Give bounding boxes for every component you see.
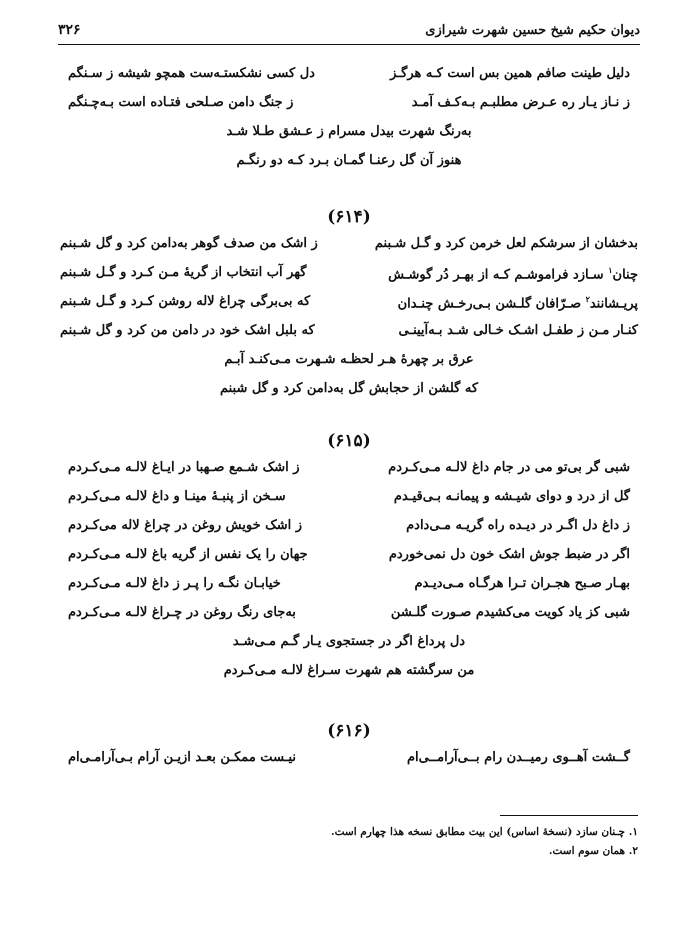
first-hemistich: دلیل طینت صافم همین بس است کـه هرگـز: [390, 66, 630, 81]
intro-section: [60, 62, 638, 178]
footnote: ۲. همان سوم است.: [548, 845, 638, 857]
couplet: [60, 319, 638, 348]
couplet: [60, 601, 638, 630]
footnote-mark: ۲: [585, 294, 590, 304]
couplet: [60, 456, 638, 485]
ghazal-616: [60, 716, 638, 775]
first-hemistich: شبی گر بی‌تو می در جام داغ لالـه مـی‌کـردم: [388, 460, 630, 475]
first-hemistich: کنـار مـن ز طفـل اشـک خـالی شـد بـه‌آیینـی: [398, 323, 638, 338]
first-hemistich: اگر در ضبط جوش اشک خون دل نمی‌خوردم: [388, 547, 630, 562]
second-hemistich: ز جنگ دامن صـلحی فتـاده است بـه‌چـنگم: [68, 95, 294, 110]
footnote: ۱. چـنان سازد (نسخهٔ اساس) این بیت مطابق نسخه هذا چهارم است.: [330, 826, 638, 838]
first-hemistich: ز داغ دل اگـر در دیـده راه گریـه مـی‌دادم: [406, 518, 630, 533]
first-hemistich: بهـار صـبح هجـران تـرا هرگـاه مـی‌دیـدم: [414, 576, 630, 591]
second-hemistich: خیابـان نگـه را پـر ز داغ لالـه مـی‌کـردم: [68, 576, 281, 591]
closing-line: من سرگشته هم شهرت سـراغ لالـه مـی‌کـردم: [223, 663, 475, 678]
closing-line: هنوز آن گل رعنـا گمـان بـرد کـه دو رنگـم: [236, 153, 462, 168]
first-hemistich: شبی کز یاد کویت می‌کشیدم صـورت گلـشن: [390, 605, 630, 620]
first-hemistich: پریـشانند$^۲$ صـرّافان گلـشن بـی‌رخـش چنـدان: [397, 294, 638, 312]
first-hemistich: گــشت آهــوی رمیــدن رام بــی‌آرامــی‌ام: [407, 750, 630, 765]
second-hemistich: سـخن از پنبـهٔ مینـا و داغ لالـه مـی‌کـردم: [68, 489, 286, 504]
second-hemistich: ز اشک خویش روغن در چراغ لاله می‌کـردم: [68, 518, 303, 533]
page-header: [58, 16, 640, 45]
first-hemistich: بدخشان از سرشکم لعل خرمن کرد و گـل شـبنم: [374, 236, 638, 251]
second-hemistich: به‌جای رنگ روغن در چـراغ لالـه مـی‌کـردم: [68, 605, 296, 620]
second-hemistich: ز اشک من صدف گوهر به‌دامن کرد و گل شـبنم: [60, 236, 318, 251]
closing-line: عرق بر چهرهٔ هـر لحظـه شـهرت مـی‌کنـد آبـم: [224, 352, 474, 367]
footnote-mark: ۱: [608, 265, 613, 275]
couplet: [60, 572, 638, 601]
closing-line: دل پرداغ اگر در جستجوی یـار گـم مـی‌شـد: [232, 634, 466, 649]
second-hemistich: نیـست ممکـن بعـد ازیـن آرام بـی‌آرامـی‌ام: [68, 750, 297, 765]
closing-line: به‌رنگ شهرت بیدل مسرام ز عـشق طـلا شـد: [226, 124, 472, 139]
footnote-divider: [500, 815, 638, 816]
running-title: دیوان حکیم شیخ حسین شهرت شیرازی: [425, 22, 640, 38]
footnotes: [60, 826, 638, 864]
couplet: [60, 746, 638, 775]
second-hemistich: که بی‌برگی چراغ لاله روشن کـرد و گـل شـبنم: [60, 294, 311, 309]
couplet: [60, 232, 638, 261]
first-hemistich: چنان$^۱$ سـازد فراموشـم کـه از بهـر دُر گوشـش: [388, 265, 638, 283]
couplet: [60, 290, 638, 319]
couplet: [60, 62, 638, 91]
closing-line: که گلشن از حجابش گل به‌دامن کرد و گل شبنم: [219, 381, 479, 396]
second-hemistich: ز اشک شـمع صـهبا در ایـاغ لالـه مـی‌کـردم: [68, 460, 300, 475]
second-hemistich: دل کسی نشکستـه‌ست همچو شیشه ز سـنگم: [68, 66, 315, 81]
couplet: [60, 543, 638, 572]
second-hemistich: جهان را یک نفس از گریه باغ لالـه مـی‌کـردم: [68, 547, 308, 562]
second-hemistich: گهر آب انتخاب از گریهٔ مـن کـرد و گـل شـبنم: [60, 265, 307, 280]
ghazal-615: [60, 426, 638, 688]
first-hemistich: گل از درد و دوای شیـشه و پیمانـه بـی‌قیـدم: [393, 489, 630, 504]
second-hemistich: که بلبل اشک خود در دامن من کرد و گل شـبنم: [60, 323, 315, 338]
ghazal-number: (۶۱۶): [327, 721, 371, 741]
ghazal-number: (۶۱۴): [327, 207, 371, 227]
couplet: [60, 261, 638, 290]
ghazal-number: (۶۱۵): [327, 431, 371, 451]
first-hemistich: ز نـاز یـار ره عـرض مطلبـم بـه‌کـف آمـد: [411, 95, 630, 110]
ghazal-614: [60, 202, 638, 406]
couplet: [60, 485, 638, 514]
couplet: [60, 91, 638, 120]
couplet: [60, 514, 638, 543]
page-number: ۳۲۶: [58, 22, 81, 38]
